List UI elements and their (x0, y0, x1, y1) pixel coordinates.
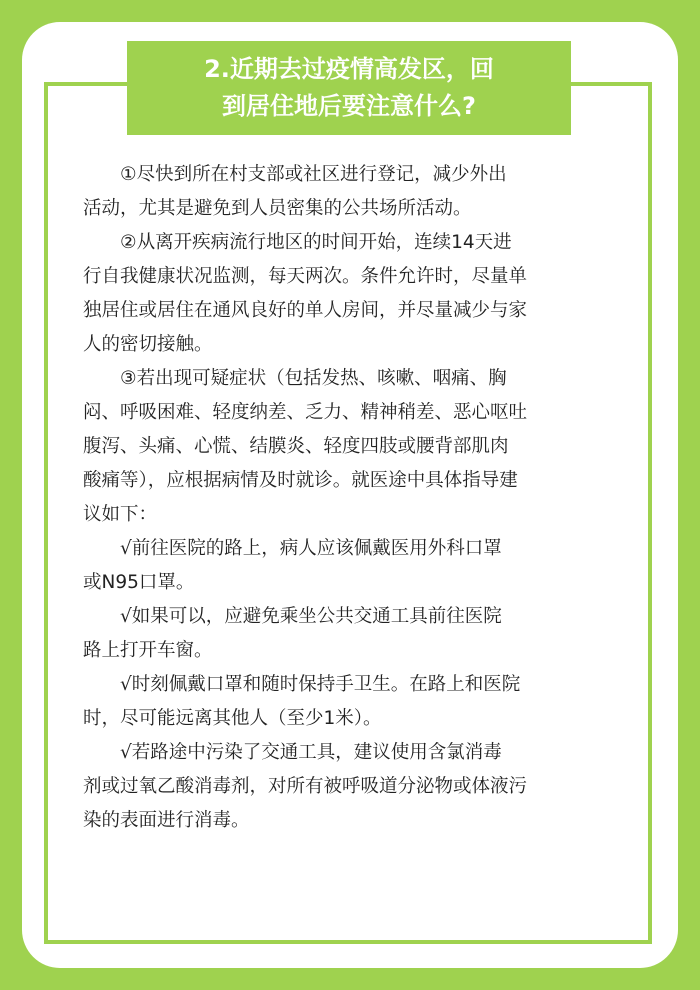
text-line: ③若出现可疑症状（包括发热、咳嗽、咽痛、胸 (120, 368, 507, 389)
title-banner (127, 41, 571, 135)
text-line: 路上打开车窗。 (83, 640, 213, 661)
text-line: √前往医院的路上，病人应该佩戴医用外科口罩 (120, 538, 502, 559)
text-line: 活动，尤其是避免到人员密集的公共场所活动。 (83, 198, 472, 219)
text-line: ①尽快到所在村支部或社区进行登记，减少外出 (120, 164, 507, 185)
text-line: √如果可以，应避免乘坐公共交通工具前往医院 (120, 606, 502, 627)
text-line: 酸痛等），应根据病情及时就诊。就医途中具体指导建 (83, 470, 518, 491)
text-line: √若路途中污染了交通工具，建议使用含氯消毒 (120, 742, 502, 763)
paragraph-symptoms (83, 362, 623, 532)
paragraph-register (83, 158, 623, 226)
text-line: 人的密切接触。 (83, 334, 213, 355)
title-line-2: 到居住地后要注意什么? (222, 92, 476, 120)
text-line: 行自我健康状况监测，每天两次。条件允许时，尽量单 (83, 266, 528, 287)
text-line: 闷、呼吸困难、轻度纳差、乏力、精神稍差、恶心呕吐 (83, 402, 528, 423)
paragraph-tip-mask (83, 532, 623, 600)
article-body (83, 158, 623, 838)
text-line: 或N95口罩。 (83, 572, 195, 593)
text-line: 染的表面进行消毒。 (83, 810, 250, 831)
text-line: 独居住或居住在通风良好的单人房间，并尽量减少与家 (83, 300, 528, 321)
paragraph-self-monitoring (83, 226, 623, 362)
text-line: 议如下： (83, 504, 158, 525)
text-line: 腹泻、头痛、心慌、结膜炎、轻度四肢或腰背部肌肉 (83, 436, 509, 457)
text-line: 时，尽可能远离其他人（至少1米）。 (83, 708, 382, 729)
paragraph-tip-transport (83, 600, 623, 668)
text-line: √时刻佩戴口罩和随时保持手卫生。在路上和医院 (120, 674, 521, 695)
text-line: ②从离开疾病流行地区的时间开始，连续14天进 (120, 232, 512, 253)
paragraph-tip-disinfect (83, 736, 623, 838)
text-line: 剂或过氧乙酸消毒剂，对所有被呼吸道分泌物或体液污 (83, 776, 528, 797)
title-line-1: 2.近期去过疫情高发区，回 (204, 55, 494, 83)
paragraph-tip-hygiene (83, 668, 623, 736)
